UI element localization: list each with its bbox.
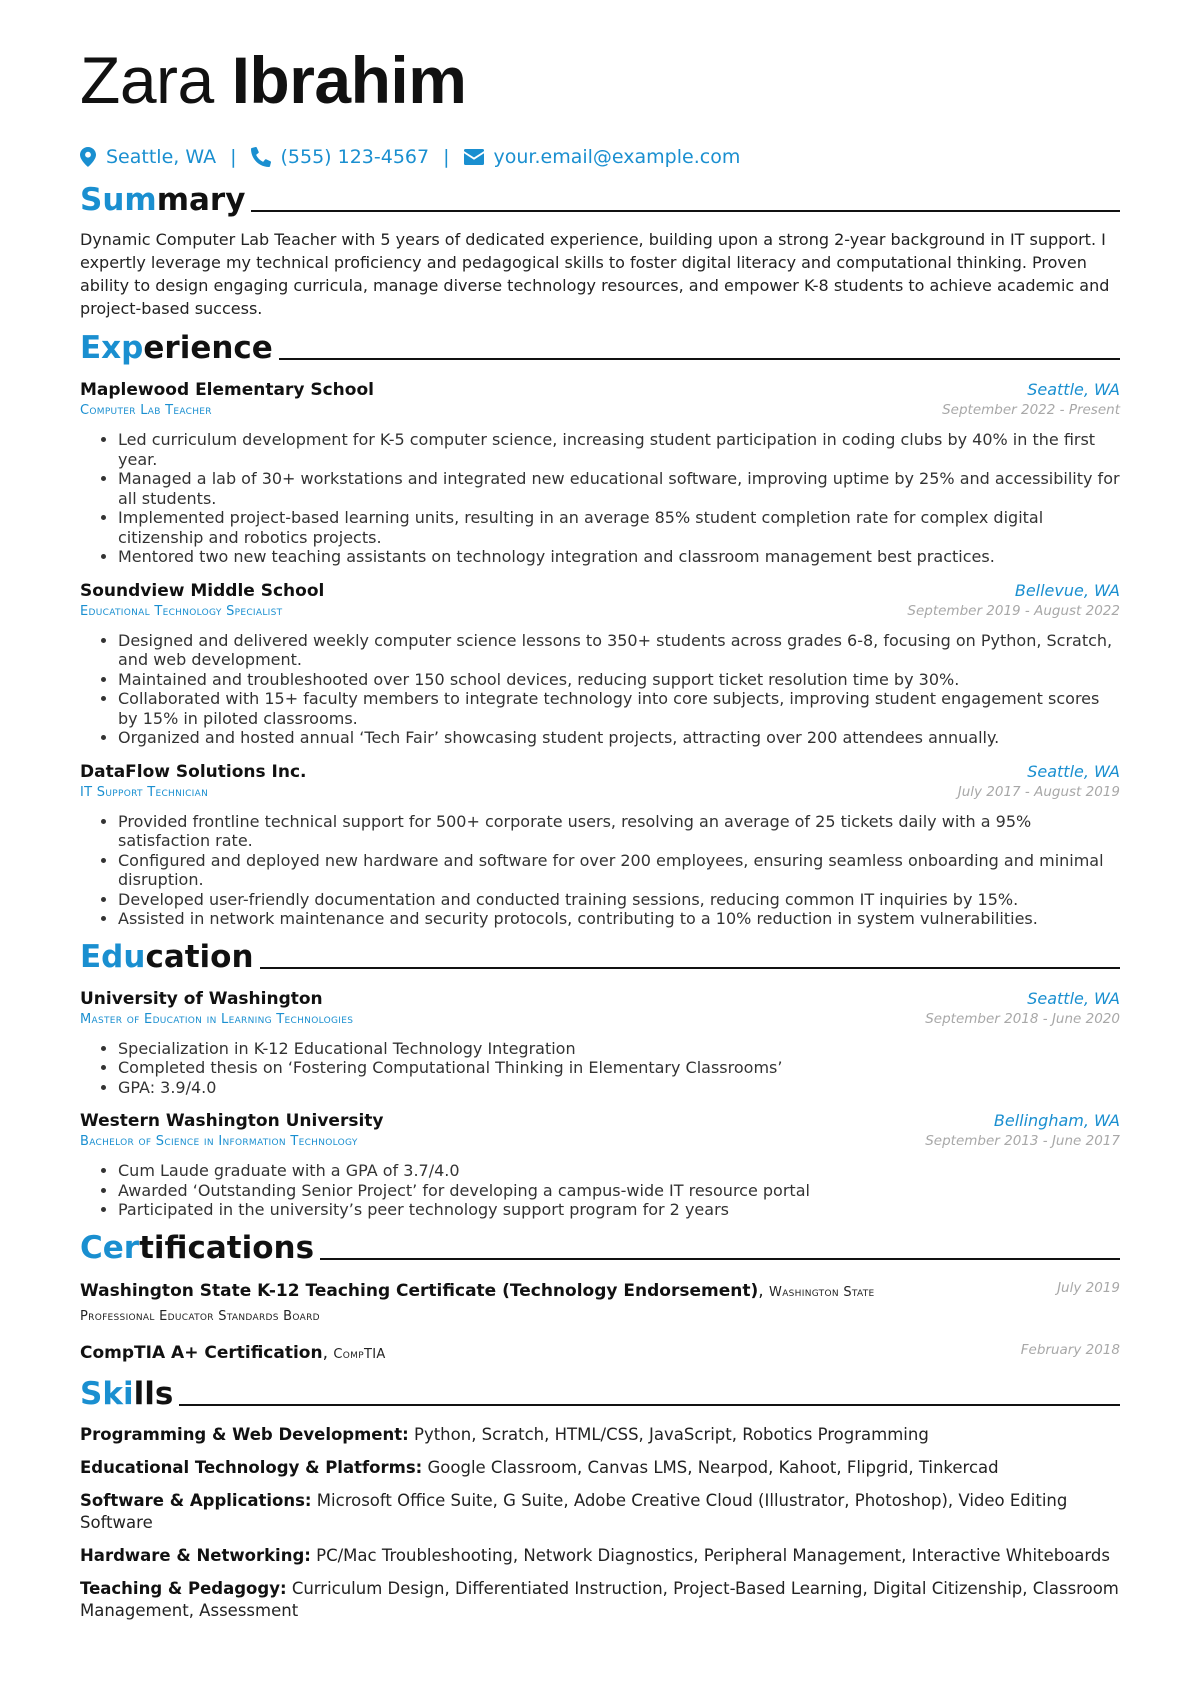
skill-values: Microsoft Office Suite, G Suite, Adobe Creative Cloud (Illustrator, Photoshop), Video Editing Software <box>80 1490 1068 1532</box>
list-item: • Implemented project-based learning units, resulting in an average 85% student completion rate for complex digital citizenship and robotics projects. <box>118 508 1120 547</box>
list-item: • Configured and deployed new hardware and software for over 200 employees, ensuring seamless onboarding and minimal disruption. <box>118 851 1120 890</box>
list-item: • Managed a lab of 30+ workstations and integrated new educational software, improving uptime by 25% and accessibility for all students. <box>118 469 1120 508</box>
list-item: • Awarded ‘Outstanding Senior Project’ for developing a campus-wide IT resource portal <box>118 1181 1120 1201</box>
bullet-list <box>80 1161 1120 1220</box>
email-text: your.email@example.com <box>493 146 741 168</box>
employer-name: Soundview Middle School <box>80 580 325 601</box>
section-title: Education <box>80 938 254 975</box>
entry-date: September 2013 - June 2017 <box>925 1133 1120 1149</box>
section-title: Experience <box>80 330 273 366</box>
job-title: Computer Lab Teacher <box>80 403 212 418</box>
section-divider <box>320 1258 1120 1260</box>
certification-name: Washington State K-12 Teaching Certificate (Technology Endorsement) <box>80 1280 759 1301</box>
entry-date: September 2022 - Present <box>942 402 1120 418</box>
contact-phone[interactable] <box>251 146 430 168</box>
education-section <box>80 935 1120 1220</box>
section-heading <box>80 935 1120 975</box>
map-pin-icon <box>80 147 96 167</box>
section-heading <box>80 178 1120 218</box>
entry-location: Bellingham, WA <box>993 1111 1120 1130</box>
phone-text: (555) 123-4567 <box>280 146 430 168</box>
skill-values: Python, Scratch, HTML/CSS, JavaScript, Robotics Programming <box>414 1424 929 1444</box>
envelope-icon <box>464 149 484 165</box>
location-text: Seattle, WA <box>106 146 217 168</box>
section-title: Skills <box>80 1375 174 1412</box>
experience-entry <box>80 380 1120 567</box>
skill-row <box>80 1424 1120 1446</box>
certification-date: February 2018 <box>1020 1341 1120 1358</box>
skill-values: Curriculum Design, Differentiated Instruction, Project-Based Learning, Digital Citizenship, Classroom Management, Assessment <box>80 1578 1119 1620</box>
bullet-list <box>80 1039 1120 1098</box>
entry-location: Seattle, WA <box>1027 988 1120 1008</box>
experience-entry <box>80 762 1120 929</box>
section-divider <box>260 967 1120 969</box>
summary-section <box>80 178 1120 320</box>
degree-title: Bachelor of Science in Information Technology <box>80 1134 358 1149</box>
list-item: • Collaborated with 15+ faculty members to integrate technology into core subjects, improving student engagement scores by 15% in piloted classrooms. <box>118 689 1120 728</box>
experience-entry <box>80 581 1120 748</box>
certification-issuer: CompTIA <box>333 1346 386 1362</box>
entry-date: September 2019 - August 2022 <box>907 602 1120 619</box>
school-name: Western Washington University <box>80 1111 384 1131</box>
separator: | <box>443 146 450 168</box>
entry-date: September 2018 - June 2020 <box>925 1010 1120 1027</box>
education-entry <box>80 1111 1120 1220</box>
degree-title: Master of Education in Learning Technologies <box>80 1011 354 1027</box>
employer-name: DataFlow Solutions Inc. <box>80 761 307 782</box>
list-item: • Led curriculum development for K-5 computer science, increasing student participation in coding clubs by 40% in the first year. <box>118 430 1120 469</box>
list-item: • Participated in the university’s peer technology support program for 2 years <box>118 1200 1120 1220</box>
section-title: Certifications <box>80 1229 315 1266</box>
list-item: • Mentored two new teaching assistants on technology integration and classroom management best practices. <box>118 547 1120 567</box>
contact-bar <box>80 142 1120 172</box>
skill-values: PC/Mac Troubleshooting, Network Diagnostics, Peripheral Management, Interactive Whiteboards <box>316 1545 1110 1565</box>
list-item: • Cum Laude graduate with a GPA of 3.7/4.0 <box>118 1161 1120 1181</box>
section-divider <box>251 210 1120 212</box>
entry-location: Seattle, WA <box>1027 761 1120 781</box>
skill-row <box>80 1545 1120 1567</box>
school-name: University of Washington <box>80 988 323 1009</box>
skill-category: Hardware & Networking: <box>80 1545 311 1565</box>
certification-item: CompTIA A+ Certification, CompTIA February 2018 <box>80 1342 1120 1366</box>
bullet-list <box>80 812 1120 929</box>
section-title: Summary <box>80 182 246 218</box>
section-divider <box>179 1404 1120 1406</box>
experience-section <box>80 326 1120 929</box>
certification-issuer: Washington State Professional Educator Standards Board <box>80 1284 875 1324</box>
list-item: • Completed thesis on ‘Fostering Computational Thinking in Elementary Classrooms’ <box>118 1058 1120 1078</box>
bullet-list <box>80 430 1120 567</box>
bullet-list <box>80 631 1120 748</box>
section-heading <box>80 1226 1120 1266</box>
contact-location <box>80 146 216 168</box>
certification-item: Washington State K-12 Teaching Certificate (Technology Endorsement), Washington State Professional Educator Standards Board July 2019 <box>80 1280 1120 1328</box>
entry-date: July 2017 - August 2019 <box>957 783 1120 800</box>
skill-row <box>80 1490 1120 1534</box>
section-heading <box>80 326 1120 366</box>
certification-date: July 2019 <box>1057 1279 1120 1296</box>
job-title: Educational Technology Specialist <box>80 603 283 619</box>
skill-row <box>80 1578 1120 1622</box>
entry-location: Bellevue, WA <box>1014 580 1120 600</box>
list-item: • Specialization in K-12 Educational Technology Integration <box>118 1039 1120 1059</box>
first-name: Zara <box>80 43 214 117</box>
job-title: IT Support Technician <box>80 784 209 800</box>
list-item: • Organized and hosted annual ‘Tech Fair’ showcasing student projects, attracting over 200 attendees annually. <box>118 728 1120 748</box>
skill-category: Educational Technology & Platforms: <box>80 1457 423 1477</box>
last-name: Ibrahim <box>231 43 467 117</box>
section-heading <box>80 1372 1120 1412</box>
phone-icon <box>251 147 271 167</box>
skill-row <box>80 1457 1120 1479</box>
list-item: • Developed user-friendly documentation and conducted training sessions, reducing common IT inquiries by 15%. <box>118 890 1120 910</box>
employer-name: Maplewood Elementary School <box>80 380 374 400</box>
entry-location: Seattle, WA <box>1027 380 1120 399</box>
skill-values: Google Classroom, Canvas LMS, Nearpod, Kahoot, Flipgrid, Tinkercad <box>427 1457 999 1477</box>
summary-text: Dynamic Computer Lab Teacher with 5 years of dedicated experience, building upon a strong 2-year background in IT support. I expertly leverage my technical proficiency and pedagogical skills to foster digital literacy and computational thinking. Proven ability to design engaging curricula, manage diverse technology resources, and empower K-8 students to achieve academic and project-based success. <box>80 230 1110 318</box>
list-item: • Designed and delivered weekly computer science lessons to 350+ students across grades 6-8, focusing on Python, Scratch, and web development. <box>118 631 1120 670</box>
certifications-section <box>80 1226 1120 1366</box>
section-divider <box>279 358 1120 360</box>
skills-section <box>80 1372 1120 1622</box>
separator: | <box>230 146 237 168</box>
skills-list <box>80 1424 1120 1622</box>
list-item: • GPA: 3.9/4.0 <box>118 1078 1120 1098</box>
candidate-name <box>80 40 1120 120</box>
list-item: • Maintained and troubleshooted over 150 school devices, reducing support ticket resolution time by 30%. <box>118 670 1120 690</box>
education-entry <box>80 989 1120 1098</box>
contact-email[interactable] <box>464 146 741 168</box>
certification-name: CompTIA A+ Certification <box>80 1342 323 1363</box>
skill-category: Programming & Web Development: <box>80 1424 409 1444</box>
list-item: • Assisted in network maintenance and security protocols, contributing to a 10% reduction in system vulnerabilities. <box>118 909 1120 929</box>
list-item: • Provided frontline technical support for 500+ corporate users, resolving an average of 25 tickets daily with a 95% satisfaction rate. <box>118 812 1120 851</box>
skill-category: Teaching & Pedagogy: <box>80 1578 287 1598</box>
skill-category: Software & Applications: <box>80 1490 312 1510</box>
